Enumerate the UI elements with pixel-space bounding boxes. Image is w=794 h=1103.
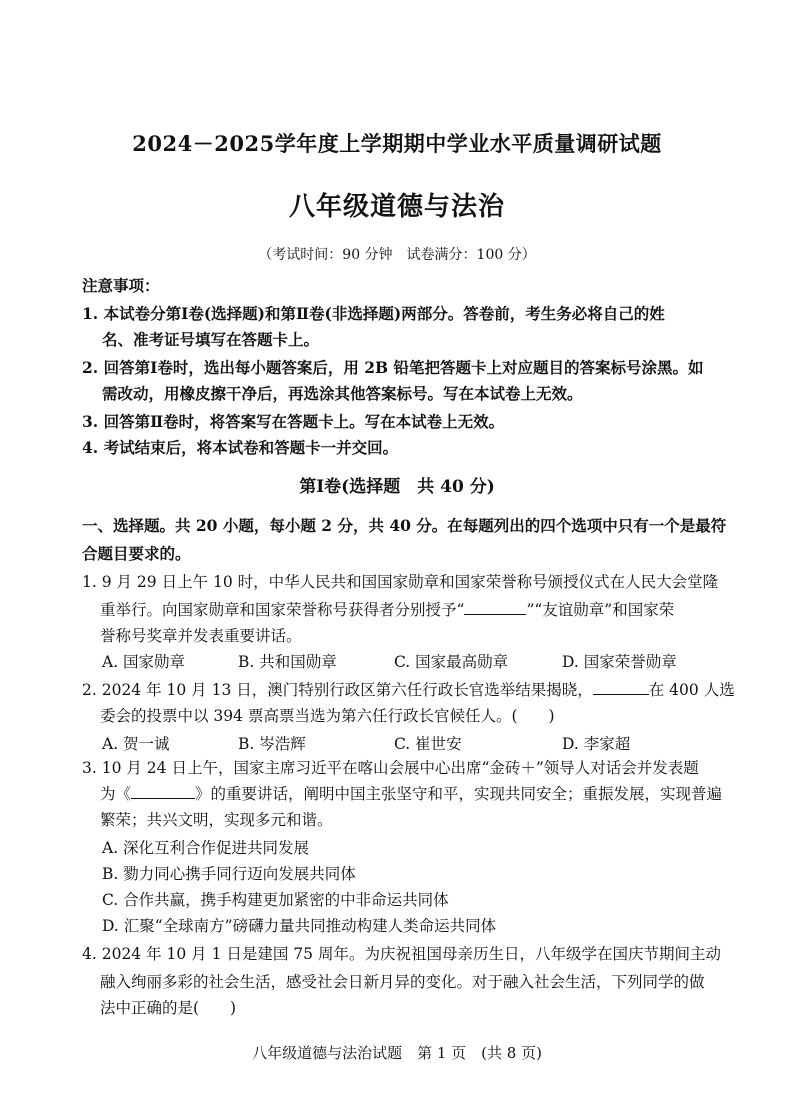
section-instructions-line-2: 合题目要求的。 <box>82 544 191 563</box>
q3-line-3: 繁荣；共兴文明，实现多元和谐。 <box>100 811 333 829</box>
note-1-line-2: 名、准考证号填写在答题卡上。 <box>102 330 320 349</box>
q3-line-1: 3. 10 月 24 日上午，国家主席习近平在喀山会展中心出席“金砖＋”领导人对话会并发表题 <box>82 759 699 777</box>
note-2-line-2: 需改动，用橡皮擦干净后，再选涂其他答案标号。写在本试卷上无效。 <box>102 384 583 403</box>
note-3: 3. 回答第Ⅱ卷时，将答案写在答题卡上。写在本试卷上无效。 <box>82 412 505 431</box>
q2-line-1 <box>82 678 735 700</box>
q3-option-a: A. 深化互利合作促进共同发展 <box>102 839 310 857</box>
section-instructions-line-1: 一、选择题。共 20 小题，每小题 2 分，共 40 分。在每题列出的四个选项中只有一个是最符 <box>82 516 727 535</box>
q3-answer-blank <box>131 784 195 799</box>
q1-line-2 <box>100 598 674 620</box>
q2-line-2: 委会的投票中以 394 票高票当选为第六任行政长官候任人。( ) <box>100 707 555 725</box>
q1-line-2-pre: 重举行。向国家勋章和国家荣誉称号获得者分别授予“ <box>100 601 465 619</box>
q4-line-3: 法中正确的是( ) <box>100 999 237 1017</box>
q1-line-2-post: ”“友谊勋章”和国家荣 <box>526 601 675 619</box>
q2-line-1-post: 在 400 人选 <box>648 681 735 699</box>
note-2-line-1: 2. 回答第Ⅰ卷时，选出每小题答案后，用 2B 铅笔把答题卡上对应题目的答案标号涂黑。如 <box>82 358 704 377</box>
q1-answer-blank <box>464 600 526 615</box>
q3-line-2-post: 》的重要讲话，阐明中国主张坚守和平，实现共同安全；重振发展，实现普遍 <box>195 785 723 803</box>
q1-line-1: 1. 9 月 29 日上午 10 时，中华人民共和国国家勋章和国家荣誉称号颁授仪式在人民大会堂隆 <box>82 573 719 591</box>
exam-title: 2024－2025学年度上学期期中学业水平质量调研试题 <box>132 131 662 156</box>
note-4: 4. 考试结束后，将本试卷和答题卡一并交回。 <box>82 438 399 457</box>
q2-option-c: C. 崔世安 <box>394 735 462 753</box>
q1-option-b: B. 共和国勋章 <box>238 653 337 671</box>
q3-option-c: C. 合作共赢，携手构建更加紧密的中非命运共同体 <box>102 891 449 909</box>
q2-option-b: B. 岑浩辉 <box>238 735 306 753</box>
q1-option-d: D. 国家荣誉勋章 <box>562 653 677 671</box>
q2-option-d: D. 李家超 <box>562 735 631 753</box>
q1-option-a: A. 国家勋章 <box>102 653 186 671</box>
q4-line-2: 融入绚丽多彩的社会生活，感受社会日新月异的变化。对于融入社会生活，下列同学的做 <box>100 973 705 991</box>
q2-line-1-pre: 2. 2024 年 10 月 13 日，澳门特别行政区第六任行政长官选举结果揭晓， <box>82 681 593 699</box>
q3-option-d: D. 汇聚“全球南方”磅礴力量共同推动构建人类命运共同体 <box>102 917 497 935</box>
exam-info: （考试时间：90 分钟 试卷满分：100 分） <box>258 247 536 263</box>
page-footer: 八年级道德与法治试题 第 1 页 (共 8 页) <box>252 1044 542 1062</box>
q3-option-b: B. 勠力同心携手同行迈向发展共同体 <box>102 865 356 883</box>
note-1-line-1: 1. 本试卷分第Ⅰ卷(选择题)和第Ⅱ卷(非选择题)两部分。答卷前，考生务必将自己的姓 <box>82 304 665 323</box>
q1-option-c: C. 国家最高勋章 <box>394 653 509 671</box>
q2-option-a: A. 贺一诚 <box>102 735 170 753</box>
subject-title: 八年级道德与法治 <box>288 192 505 222</box>
q4-line-1: 4. 2024 年 10 月 1 日是建国 75 周年。为庆祝祖国母亲历生日，八年级学在国庆节期间主动 <box>82 945 721 963</box>
notes-heading: 注意事项： <box>82 276 160 295</box>
section-title: 第Ⅰ卷(选择题 共 40 分) <box>299 477 495 497</box>
q3-line-2 <box>100 782 722 804</box>
q2-answer-blank <box>593 680 649 695</box>
q3-line-2-pre: 为《 <box>100 785 132 803</box>
q1-line-3: 誉称号奖章并发表重要讲话。 <box>100 627 302 645</box>
